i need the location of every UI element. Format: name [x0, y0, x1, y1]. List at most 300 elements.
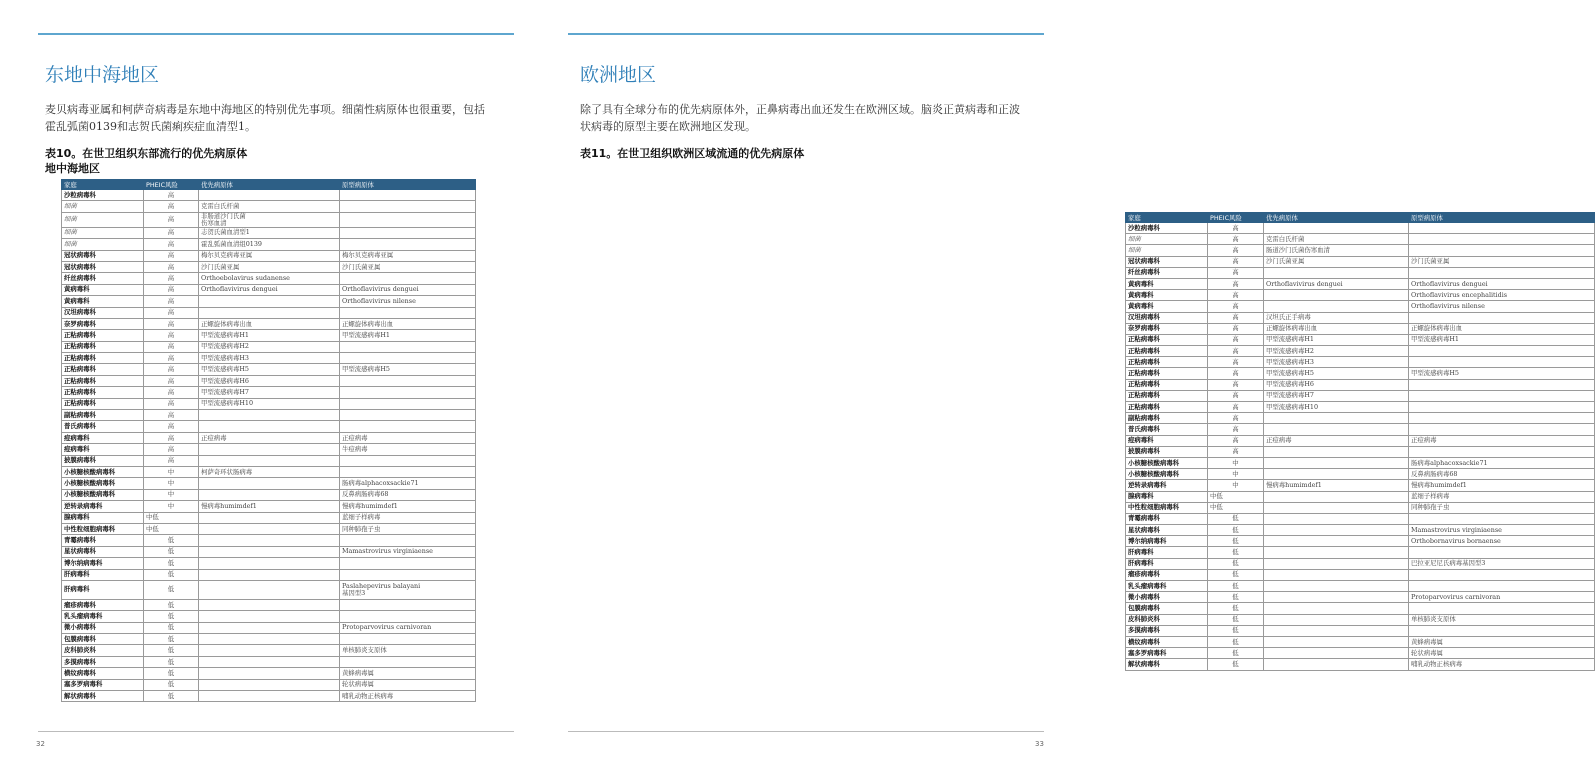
cell-family: 黄病毒科	[62, 296, 144, 307]
table-row	[62, 523, 476, 534]
cell-prototype-pathogen: 巴拉亚尼尼氏病毒基因型3	[1409, 558, 1595, 569]
table-row	[62, 489, 476, 500]
cell-priority-pathogen: 甲型流感病毒H2	[199, 341, 340, 352]
cell-priority-pathogen: 正螺旋体病毒出血	[1264, 323, 1409, 334]
cell-risk: 低	[144, 546, 199, 557]
cell-prototype-pathogen	[1409, 245, 1595, 256]
cell-risk: 高	[1208, 301, 1264, 312]
cell-priority-pathogen	[199, 645, 340, 656]
table-row	[62, 432, 476, 443]
cell-priority-pathogen	[199, 546, 340, 557]
cell-prototype-pathogen	[340, 201, 476, 212]
cell-family: 冠状病毒科	[62, 261, 144, 272]
cell-priority-pathogen: 肠道沙门氏菌伤寒血清	[1264, 245, 1409, 256]
cell-prototype-pathogen	[340, 341, 476, 352]
cell-priority-pathogen	[1264, 223, 1409, 234]
cell-priority-pathogen	[199, 558, 340, 569]
cell-family: 正粘病毒科	[62, 398, 144, 409]
cell-priority-pathogen: Orthoflavivirus denguei	[199, 284, 340, 295]
cell-risk: 低	[144, 622, 199, 633]
cell-family: 正粘病毒科	[1126, 368, 1208, 379]
pathogen-table	[1125, 212, 1595, 671]
cell-priority-pathogen	[199, 535, 340, 546]
table-row	[62, 201, 476, 212]
table-row	[1126, 234, 1595, 245]
cell-priority-pathogen: 正痘病毒	[1264, 435, 1409, 446]
cell-risk: 高	[1208, 368, 1264, 379]
cell-prototype-pathogen: Orthoflavivirus nilense	[1409, 301, 1595, 312]
cell-prototype-pathogen	[340, 239, 476, 250]
cell-prototype-pathogen	[340, 410, 476, 421]
left-page	[0, 0, 540, 763]
cell-family: 副粘病毒科	[1126, 413, 1208, 424]
table-row	[1126, 659, 1595, 670]
cell-prototype-pathogen	[340, 611, 476, 622]
cell-priority-pathogen	[1264, 301, 1409, 312]
cell-priority-pathogen	[199, 523, 340, 534]
cell-priority-pathogen	[1264, 525, 1409, 536]
cell-prototype-pathogen: 甲型流感病毒H1	[340, 330, 476, 341]
cell-prototype-pathogen: 慢病毒humimdef1	[1409, 480, 1595, 491]
cell-prototype-pathogen	[1409, 223, 1595, 234]
table-row	[1126, 469, 1595, 480]
table-row	[62, 622, 476, 633]
cell-prototype-pathogen	[340, 190, 476, 201]
table-row	[1126, 312, 1595, 323]
cell-family: 博尔纳病毒科	[62, 558, 144, 569]
cell-risk: 高	[144, 201, 199, 212]
cell-priority-pathogen: 正螺旋体病毒出血	[199, 318, 340, 329]
cell-family: 细菌	[1126, 245, 1208, 256]
table-row	[62, 261, 476, 272]
cell-family: 腺病毒科	[1126, 491, 1208, 502]
cell-family: 肝病毒科	[1126, 547, 1208, 558]
cell-priority-pathogen: 志贺氏菌血清型1	[199, 227, 340, 238]
table-row	[1126, 223, 1595, 234]
bottom-rule	[38, 731, 514, 732]
table-row	[62, 679, 476, 690]
cell-family: 包膜病毒科	[1126, 603, 1208, 614]
cell-family: 正粘病毒科	[62, 364, 144, 375]
cell-family: 小核糖核酸病毒科	[62, 478, 144, 489]
cell-risk: 低	[1208, 536, 1264, 547]
table-row	[1126, 569, 1595, 580]
cell-priority-pathogen: 沙门氏菌亚属	[1264, 256, 1409, 267]
cell-family: 黄病毒科	[1126, 278, 1208, 289]
table-row	[62, 599, 476, 610]
cell-family: 正粘病毒科	[62, 387, 144, 398]
table-row	[1126, 256, 1595, 267]
page-title: 欧洲地区	[580, 64, 657, 86]
cell-prototype-pathogen: 牛痘病毒	[340, 444, 476, 455]
intro-paragraph: 麦贝病毒亚属和柯萨奇病毒是东地中海地区的特别优先事项。细菌性病原体也很重要，包括霍乱弧菌0139和志贺氏菌痢疾症血清型1。	[45, 103, 485, 133]
cell-prototype-pathogen: 沙门氏菌亚属	[340, 261, 476, 272]
cell-family: 星状病毒科	[62, 546, 144, 557]
cell-prototype-pathogen: 甲型流感病毒H1	[1409, 334, 1595, 345]
cell-prototype-pathogen	[340, 353, 476, 364]
cell-priority-pathogen	[1264, 513, 1409, 524]
cell-priority-pathogen	[199, 489, 340, 500]
cell-priority-pathogen	[199, 444, 340, 455]
cell-priority-pathogen: 甲型流感病毒H6	[1264, 379, 1409, 390]
table-row	[62, 353, 476, 364]
cell-prototype-pathogen: 正痘病毒	[1409, 435, 1595, 446]
cell-prototype-pathogen	[340, 569, 476, 580]
cell-priority-pathogen: 甲型流感病毒H10	[199, 398, 340, 409]
cell-risk: 高	[144, 341, 199, 352]
cell-prototype-pathogen	[1409, 424, 1595, 435]
cell-risk: 高	[144, 296, 199, 307]
table-row	[1126, 413, 1595, 424]
cell-priority-pathogen: 柯萨奇环状肠病毒	[199, 466, 340, 477]
cell-risk: 低	[1208, 659, 1264, 670]
cell-priority-pathogen: Orthoebolavirus sudanense	[199, 273, 340, 284]
table-row	[1126, 346, 1595, 357]
table-row	[62, 634, 476, 645]
cell-family: 奈罗病毒科	[1126, 323, 1208, 334]
table-row	[62, 668, 476, 679]
cell-prototype-pathogen	[1409, 312, 1595, 323]
table-row	[62, 569, 476, 580]
cell-risk: 低	[144, 656, 199, 667]
table-row	[1126, 625, 1595, 636]
table-row	[1126, 390, 1595, 401]
cell-risk: 中	[144, 478, 199, 489]
cell-family: 痘病毒科	[62, 444, 144, 455]
cell-priority-pathogen: 甲型流感病毒H7	[1264, 390, 1409, 401]
cell-risk: 低	[1208, 636, 1264, 647]
cell-prototype-pathogen	[340, 273, 476, 284]
cell-family: 细菌	[62, 227, 144, 238]
cell-risk: 低	[1208, 558, 1264, 569]
cell-priority-pathogen	[199, 580, 340, 599]
table-row	[62, 364, 476, 375]
table-caption: 表11。在世卫组织欧洲区域流通的优先病原体	[580, 147, 805, 160]
cell-risk: 高	[144, 455, 199, 466]
table-row	[62, 645, 476, 656]
table-row	[62, 330, 476, 341]
cell-family: 普氏病毒科	[1126, 424, 1208, 435]
table-row	[62, 410, 476, 421]
cell-family: 正粘病毒科	[62, 353, 144, 364]
cell-priority-pathogen	[199, 307, 340, 318]
cell-prototype-pathogen	[340, 535, 476, 546]
cell-priority-pathogen	[199, 455, 340, 466]
cell-priority-pathogen	[199, 478, 340, 489]
table-row	[62, 501, 476, 512]
cell-priority-pathogen: Orthoflavivirus denguei	[1264, 278, 1409, 289]
cell-risk: 高	[1208, 245, 1264, 256]
cell-prototype-pathogen	[340, 455, 476, 466]
cell-prototype-pathogen: Orthobornavirus bornaense	[1409, 536, 1595, 547]
table-row	[62, 466, 476, 477]
cell-priority-pathogen	[1264, 547, 1409, 558]
cell-prototype-pathogen: 单核肺炎支原体	[1409, 614, 1595, 625]
cell-prototype-pathogen	[340, 387, 476, 398]
cell-family: 微小病毒科	[1126, 592, 1208, 603]
table-row	[1126, 267, 1595, 278]
table-row	[1126, 648, 1595, 659]
cell-risk: 高	[144, 307, 199, 318]
table-row	[1126, 368, 1595, 379]
cell-priority-pathogen	[1264, 569, 1409, 580]
cell-family: 腺病毒科	[62, 512, 144, 523]
cell-risk: 高	[1208, 323, 1264, 334]
cell-risk: 低	[1208, 592, 1264, 603]
cell-family: 细菌	[1126, 234, 1208, 245]
table-row	[62, 546, 476, 557]
cell-risk: 高	[144, 432, 199, 443]
cell-prototype-pathogen: 反鼻病肠病毒68	[340, 489, 476, 500]
cell-priority-pathogen	[1264, 558, 1409, 569]
cell-priority-pathogen	[1264, 267, 1409, 278]
cell-family: 普氏病毒科	[62, 421, 144, 432]
cell-risk: 高	[144, 410, 199, 421]
table-row	[62, 375, 476, 386]
cell-risk: 中	[1208, 457, 1264, 468]
cell-family: 博尔纳病毒科	[1126, 536, 1208, 547]
cell-family: 肝病毒科	[1126, 558, 1208, 569]
cell-priority-pathogen	[199, 512, 340, 523]
cell-risk: 低	[144, 558, 199, 569]
cell-risk: 高	[144, 444, 199, 455]
table-row	[62, 273, 476, 284]
cell-prototype-pathogen: 同种肺孢子虫	[340, 523, 476, 534]
header-prototype: 原型病原体	[340, 180, 476, 190]
cell-priority-pathogen: 甲型流感病毒H10	[1264, 402, 1409, 413]
cell-risk: 中低	[1208, 502, 1264, 513]
page-title: 东地中海地区	[45, 64, 160, 86]
cell-family: 黄病毒科	[62, 284, 144, 295]
cell-family: 正粘病毒科	[1126, 390, 1208, 401]
cell-prototype-pathogen: 沙门氏菌亚属	[1409, 256, 1595, 267]
table-row	[1126, 290, 1595, 301]
cell-family: 乳头瘤病毒科	[1126, 581, 1208, 592]
table-row	[1126, 402, 1595, 413]
cell-family: 逆转录病毒科	[62, 501, 144, 512]
cell-family: 瘤疹病毒科	[1126, 569, 1208, 580]
cell-priority-pathogen: 梅尔贝克病毒亚属	[199, 250, 340, 261]
cell-prototype-pathogen	[340, 375, 476, 386]
cell-priority-pathogen	[1264, 457, 1409, 468]
cell-priority-pathogen: 非肠道沙门氏菌 伤寒血清	[199, 212, 340, 227]
cell-prototype-pathogen	[1409, 569, 1595, 580]
cell-risk: 中低	[144, 512, 199, 523]
cell-risk: 高	[1208, 402, 1264, 413]
cell-prototype-pathogen	[340, 421, 476, 432]
cell-family: 皮科肺炎科	[62, 645, 144, 656]
cell-priority-pathogen: 甲型流感病毒H2	[1264, 346, 1409, 357]
cell-family: 正粘病毒科	[62, 375, 144, 386]
cell-priority-pathogen	[1264, 491, 1409, 502]
cell-family: 包膜病毒科	[62, 634, 144, 645]
cell-risk: 高	[1208, 256, 1264, 267]
cell-risk: 高	[1208, 413, 1264, 424]
cell-prototype-pathogen: 黄蜂病毒属	[340, 668, 476, 679]
cell-risk: 高	[1208, 278, 1264, 289]
cell-priority-pathogen	[1264, 659, 1409, 670]
cell-risk: 高	[144, 212, 199, 227]
table-row	[1126, 480, 1595, 491]
cell-risk: 高	[1208, 267, 1264, 278]
cell-family: 奈罗病毒科	[62, 318, 144, 329]
cell-prototype-pathogen	[340, 212, 476, 227]
cell-prototype-pathogen: Orthoflavivirus denguei	[340, 284, 476, 295]
table-row	[62, 387, 476, 398]
cell-family: 乳头瘤病毒科	[62, 611, 144, 622]
cell-priority-pathogen	[1264, 581, 1409, 592]
header-risk: PHEIC风险	[1208, 213, 1264, 223]
cell-risk: 低	[144, 668, 199, 679]
table-row	[62, 455, 476, 466]
cell-risk: 高	[144, 250, 199, 261]
header-priority: 优先病原体	[1264, 213, 1409, 223]
cell-risk: 高	[144, 318, 199, 329]
cell-priority-pathogen: 甲型流感病毒H6	[199, 375, 340, 386]
cell-family: 汉坦病毒科	[62, 307, 144, 318]
table-row	[62, 611, 476, 622]
cell-prototype-pathogen: 甲型流感病毒H5	[340, 364, 476, 375]
cell-family: 塞多罗病毒科	[1126, 648, 1208, 659]
top-rule	[38, 33, 514, 35]
header-risk: PHEIC风险	[144, 180, 199, 190]
cell-family: 黄病毒科	[1126, 301, 1208, 312]
cell-priority-pathogen: 克雷白氏杆菌	[1264, 234, 1409, 245]
table-row	[62, 250, 476, 261]
cell-priority-pathogen	[199, 569, 340, 580]
cell-family: 皮科肺炎科	[1126, 614, 1208, 625]
table-row	[1126, 491, 1595, 502]
table-row	[1126, 334, 1595, 345]
cell-prototype-pathogen	[340, 656, 476, 667]
cell-family: 肝病毒科	[62, 569, 144, 580]
cell-risk: 低	[144, 645, 199, 656]
table-row	[1126, 245, 1595, 256]
table-row	[1126, 357, 1595, 368]
cell-family: 纤丝病毒科	[62, 273, 144, 284]
table-row	[1126, 323, 1595, 334]
table-row	[1126, 513, 1595, 524]
cell-priority-pathogen	[1264, 290, 1409, 301]
cell-priority-pathogen	[1264, 469, 1409, 480]
cell-prototype-pathogen: 蓝细子样病毒	[340, 512, 476, 523]
header-prototype: 原型病原体	[1409, 213, 1595, 223]
table-row	[62, 296, 476, 307]
cell-family: 细菌	[62, 201, 144, 212]
cell-risk: 高	[1208, 435, 1264, 446]
cell-prototype-pathogen	[340, 634, 476, 645]
cell-prototype-pathogen	[1409, 390, 1595, 401]
cell-risk: 低	[1208, 513, 1264, 524]
cell-prototype-pathogen: Paslahepevirus balayani 基因型3	[340, 580, 476, 599]
cell-risk: 高	[1208, 357, 1264, 368]
cell-risk: 低	[1208, 648, 1264, 659]
table-row	[1126, 446, 1595, 457]
cell-priority-pathogen	[199, 611, 340, 622]
cell-prototype-pathogen	[1409, 357, 1595, 368]
cell-priority-pathogen	[199, 410, 340, 421]
cell-family: 痘病毒科	[1126, 435, 1208, 446]
cell-priority-pathogen	[199, 679, 340, 690]
cell-risk: 中	[144, 501, 199, 512]
bottom-rule	[568, 731, 1044, 732]
cell-risk: 低	[1208, 547, 1264, 558]
table-row	[1126, 301, 1595, 312]
table-row	[62, 691, 476, 702]
table-row	[62, 580, 476, 599]
cell-family: 冠状病毒科	[1126, 256, 1208, 267]
cell-family: 逆转录病毒科	[1126, 480, 1208, 491]
table-row	[62, 512, 476, 523]
header-family: 家庭	[1126, 213, 1208, 223]
table-row	[62, 478, 476, 489]
cell-priority-pathogen: 霍乱弧菌血清组0139	[199, 239, 340, 250]
cell-family: 披膜病毒科	[1126, 446, 1208, 457]
cell-prototype-pathogen	[1409, 346, 1595, 357]
cell-prototype-pathogen: 慢病毒humimdef1	[340, 501, 476, 512]
page-number: 33	[1035, 740, 1044, 748]
cell-risk: 高	[144, 190, 199, 201]
cell-family: 微小病毒科	[62, 622, 144, 633]
cell-family: 正粘病毒科	[1126, 346, 1208, 357]
cell-risk: 低	[144, 535, 199, 546]
cell-risk: 低	[144, 569, 199, 580]
cell-prototype-pathogen: 正螺旋体病毒出血	[340, 318, 476, 329]
cell-risk: 中	[144, 466, 199, 477]
table-row	[62, 398, 476, 409]
cell-prototype-pathogen: 黄蜂病毒属	[1409, 636, 1595, 647]
cell-family: 瘤疹病毒科	[62, 599, 144, 610]
cell-risk: 低	[144, 580, 199, 599]
cell-priority-pathogen: 甲型流感病毒H5	[199, 364, 340, 375]
cell-prototype-pathogen	[1409, 547, 1595, 558]
cell-risk: 高	[144, 398, 199, 409]
cell-priority-pathogen	[199, 622, 340, 633]
cell-family: 冠状病毒科	[62, 250, 144, 261]
cell-risk: 高	[1208, 390, 1264, 401]
cell-risk: 高	[1208, 334, 1264, 345]
cell-prototype-pathogen	[1409, 446, 1595, 457]
cell-priority-pathogen: 克雷白氏杆菌	[199, 201, 340, 212]
cell-prototype-pathogen: 肠病毒alphacoxsackie71	[340, 478, 476, 489]
cell-prototype-pathogen	[1409, 413, 1595, 424]
cell-prototype-pathogen: 甲型流感病毒H5	[1409, 368, 1595, 379]
cell-risk: 低	[144, 691, 199, 702]
cell-risk: 低	[144, 634, 199, 645]
cell-risk: 低	[1208, 614, 1264, 625]
table-row	[62, 558, 476, 569]
cell-risk: 高	[1208, 446, 1264, 457]
cell-prototype-pathogen	[1409, 581, 1595, 592]
cell-risk: 低	[1208, 581, 1264, 592]
cell-priority-pathogen	[199, 296, 340, 307]
table-row	[1126, 435, 1595, 446]
cell-family: 正粘病毒科	[62, 330, 144, 341]
cell-prototype-pathogen	[340, 307, 476, 318]
cell-priority-pathogen: 甲型流感病毒H3	[199, 353, 340, 364]
cell-family: 正粘病毒科	[62, 341, 144, 352]
cell-priority-pathogen	[199, 656, 340, 667]
cell-risk: 高	[1208, 379, 1264, 390]
cell-prototype-pathogen	[340, 227, 476, 238]
cell-prototype-pathogen: 哺乳动物正核病毒	[340, 691, 476, 702]
cell-priority-pathogen: 慢病毒humimdef1	[1264, 480, 1409, 491]
table-row	[62, 227, 476, 238]
cell-family: 痘病毒科	[62, 432, 144, 443]
cell-prototype-pathogen	[1409, 603, 1595, 614]
cell-priority-pathogen: 甲型流感病毒H5	[1264, 368, 1409, 379]
cell-risk: 高	[1208, 346, 1264, 357]
